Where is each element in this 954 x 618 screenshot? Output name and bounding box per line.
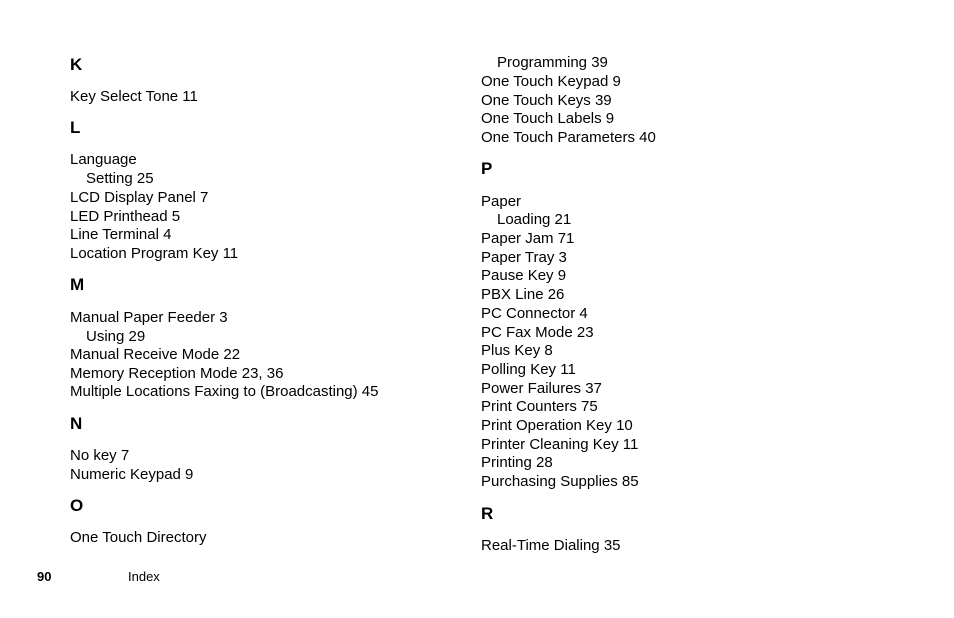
index-entry: PBX Line 26 [481, 286, 565, 303]
index-letter-m: M [70, 275, 85, 294]
index-entry: PC Connector 4 [481, 305, 588, 322]
index-entry: Printer Cleaning Key 11 [481, 436, 639, 453]
index-letter-o: O [70, 496, 84, 515]
index-entry: Language [70, 151, 137, 168]
index-entry: One Touch Parameters 40 [481, 129, 656, 146]
index-entry: Memory Reception Mode 23, 36 [70, 365, 284, 382]
index-entry: One Touch Keys 39 [481, 92, 612, 109]
index-subentry: Using 29 [86, 328, 146, 345]
index-entry: Polling Key 11 [481, 361, 576, 378]
index-entry: One Touch Keypad 9 [481, 73, 621, 90]
index-entry: Purchasing Supplies 85 [481, 473, 639, 490]
index-entry: Paper Jam 71 [481, 230, 575, 247]
index-entry: One Touch Directory [70, 529, 207, 546]
index-entry: Real-Time Dialing 35 [481, 537, 621, 554]
index-entry: Multiple Locations Faxing to (Broadcasting) 45 [70, 383, 379, 400]
index-entry: PC Fax Mode 23 [481, 324, 594, 341]
index-entry: Plus Key 8 [481, 342, 553, 359]
index-entry: Key Select Tone 11 [70, 88, 198, 105]
index-entry: No key 7 [70, 447, 130, 464]
index-entry: Numeric Keypad 9 [70, 466, 194, 483]
index-entry: Manual Receive Mode 22 [70, 346, 241, 363]
index-entry: Location Program Key 11 [70, 245, 239, 262]
index-subentry: Programming 39 [497, 54, 608, 71]
index-letter-r: R [481, 504, 494, 523]
index-subentry: Loading 21 [497, 211, 572, 228]
page-number: 90 [37, 569, 52, 584]
index-letter-l: L [70, 118, 81, 137]
index-entry: Print Counters 75 [481, 398, 598, 415]
index-entry: Printing 28 [481, 454, 553, 471]
index-entry: Manual Paper Feeder 3 [70, 309, 228, 326]
index-entry: Paper [481, 193, 522, 210]
running-footer-title: Index [128, 569, 160, 584]
index-entry: LCD Display Panel 7 [70, 189, 209, 206]
index-entry: Paper Tray 3 [481, 249, 567, 266]
index-entry: One Touch Labels 9 [481, 110, 615, 127]
index-letter-p: P [481, 159, 493, 178]
index-entry: Power Failures 37 [481, 380, 602, 397]
index-letter-n: N [70, 414, 83, 433]
index-entry: Print Operation Key 10 [481, 417, 633, 434]
index-entry: LED Printhead 5 [70, 208, 181, 225]
index-entry: Pause Key 9 [481, 267, 567, 284]
index-letter-k: K [70, 55, 83, 74]
index-subentry: Setting 25 [86, 170, 154, 187]
index-entry: Line Terminal 4 [70, 226, 172, 243]
